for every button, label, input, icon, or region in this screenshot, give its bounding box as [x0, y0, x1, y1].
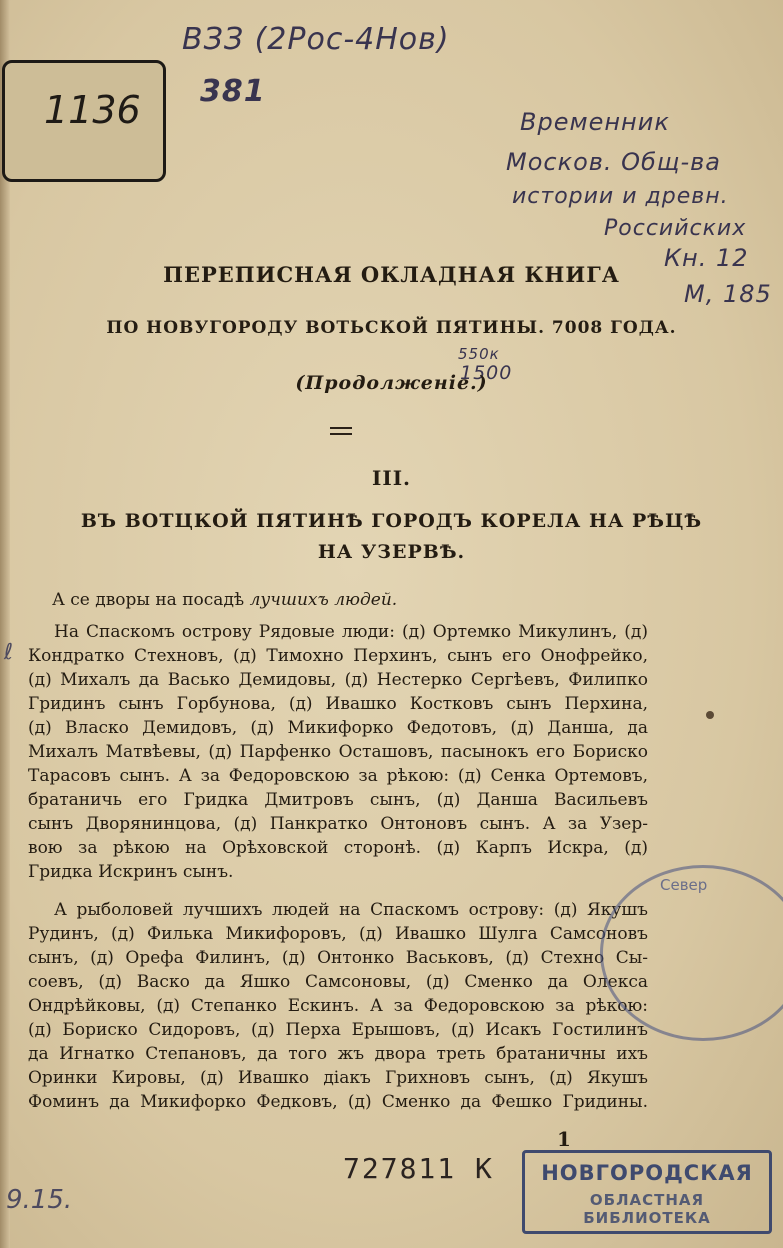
handwritten-source-line-4: Российских: [604, 216, 747, 241]
library-stamp: [522, 1150, 772, 1234]
divider-line: [330, 433, 352, 435]
paragraph-line: Михалъ Матвѣевы, (д) Парфенко Осташовъ, пасынокъ его Бориско: [28, 742, 648, 762]
handwritten-corner-mark: 9.15.: [6, 1185, 73, 1215]
paragraph-line: Фоминъ да Микифорко Федковъ, (д) Сменко да Фешко Гридины.: [28, 1092, 648, 1112]
handwritten-source-line-3: истории и древн.: [512, 184, 729, 209]
paragraph-line: братаничь его Гридка Дмитровъ сынъ, (д) Данша Васильевъ: [28, 790, 648, 810]
inventory-number: 727811 К: [343, 1152, 494, 1185]
paragraph-line: Оринки Кировы, (д) Ивашко дiакъ Грихновъ сынъ, (д) Якушъ: [28, 1068, 648, 1088]
paragraph-line: (д) Михалъ да Васько Демидовы, (д) Нестерко Сергѣевъ, Филипко: [28, 670, 648, 690]
round-stamp-text: Север: [660, 876, 708, 894]
library-stamp-line-1: НОВГОРОДСКАЯ: [541, 1161, 753, 1185]
paragraph-line: На Спаскомъ острову Рядовые люди: (д) Ортемко Микулинъ, (д): [54, 622, 648, 642]
paragraph-line: да Игнатко Степановъ, да того жъ двора треть братаничны ихъ: [28, 1044, 648, 1064]
paragraph-line: соевъ, (д) Васко да Яшко Самсоновы, (д) Сменко да Олекса: [28, 972, 648, 992]
paragraph-line: сынъ Дворянинцова, (д) Панкратко Онтоновъ сынъ. А за Узер-: [28, 814, 648, 834]
paragraph-line: вою за рѣкою на Орѣховской сторонѣ. (д) Карпъ Искра, (д): [28, 838, 648, 858]
handwritten-price-b: 1500: [460, 362, 513, 384]
paragraph-line: (д) Власко Демидовъ, (д) Микифорко Федотовъ, (д) Данша, да: [28, 718, 648, 738]
handwritten-source-line-5: Кн. 12: [664, 244, 749, 272]
section-title: ВЪ ВОТЦКОЙ ПЯТИНѢ ГОРОДЪ КОРЕЛА НА РѢЦѢ: [80, 510, 703, 532]
paragraph-line: сынъ, (д) Орефа Филинъ, (д) Онтонко Васьковъ, (д) Стехно Сы-: [28, 948, 648, 968]
paragraph-line: Гридинъ сынъ Горбунова, (д) Ивашко Костковъ сынъ Перхина,: [28, 694, 648, 714]
handwritten-source-line-1: Временник: [520, 108, 670, 136]
margin-pencil-mark: ℓ: [4, 640, 14, 665]
handwritten-source-line-6: М, 185: [684, 280, 772, 308]
continuation-label: (Продолженіе.): [295, 372, 488, 394]
intro-text: А се дворы на посадѣ: [52, 590, 250, 610]
paragraph-line: Рудинъ, (д) Филька Микифоровъ, (д) Ивашко Шулга Самсоновъ: [28, 924, 648, 944]
handwritten-catalog-code: ВЗЗ (2Рос-4Нов): [182, 22, 450, 57]
document-subtitle: ПО НОВУГОРОДУ ВОТЬСКОЙ ПЯТИНЫ. 7008 ГОДА.: [106, 318, 677, 338]
paragraph-line: Ондрѣйковы, (д) Степанко Ескинъ. А за Федоровскою за рѣкою:: [28, 996, 648, 1016]
page-number: 1: [557, 1127, 571, 1151]
paragraph-line: Кондратко Стехновъ, (д) Тимохно Перхинъ, сынъ его Онофрейко,: [28, 646, 648, 666]
paragraph-line: (д) Бориско Сидоровъ, (д) Перха Ерышовъ, (д) Исакъ Гостилинъ: [28, 1020, 648, 1040]
library-stamp-line-2: ОБЛАСТНАЯ БИБЛИОТЕКА: [583, 1191, 711, 1227]
ink-spot: [706, 711, 714, 719]
intro-italic: лучшихъ людей.: [249, 590, 398, 610]
paragraph-line: Тарасовъ сынъ. А за Федоровскою за рѣкою: (д) Сенка Ортемовъ,: [28, 766, 648, 786]
section-title-2: НА УЗЕРВѢ.: [317, 541, 466, 563]
paragraph-line: А рыболовей лучшихъ людей на Спаскомъ острову: (д) Якушъ: [54, 900, 648, 920]
paragraph-line: Гридка Искринъ сынъ.: [28, 862, 234, 882]
paragraph-1: [28, 620, 648, 884]
section-number: III.: [371, 466, 412, 490]
handwritten-catalog-code-2: 381: [200, 74, 266, 109]
document-title: ПЕРЕПИСНАЯ ОКЛАДНАЯ КНИГА: [163, 262, 620, 287]
intro-line: [52, 588, 672, 612]
page-edge: [0, 0, 10, 1248]
paragraph-2: [28, 898, 648, 1114]
handwritten-price-a: 550к: [458, 345, 500, 363]
shelf-number: 1136: [44, 88, 141, 132]
handwritten-source-line-2: Москов. Общ-ва: [506, 148, 721, 176]
divider-line: [330, 427, 352, 429]
